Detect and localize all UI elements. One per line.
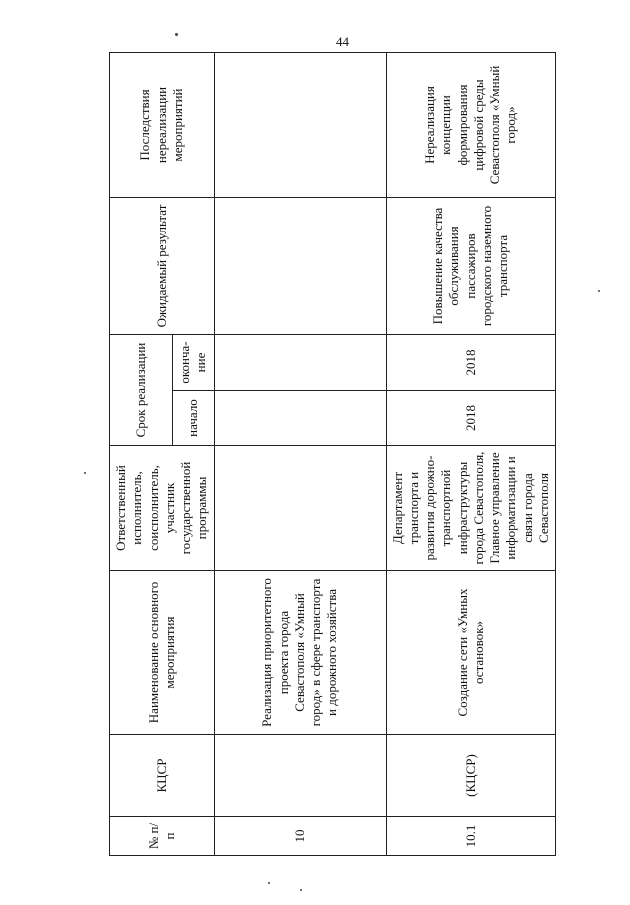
scan-speck [84,472,86,474]
header-num: № п/п [110,817,215,856]
header-term: Срок реализации [110,335,173,446]
row-end [214,335,386,391]
header-expected: Ожидаемый результат [110,198,215,335]
row-name: Реализация приоритетного проекта города Севастополя «Умный город» в сфере транспорта и дорожного хозяйства [214,571,386,735]
scan-speck [268,882,270,884]
header-row [110,53,173,856]
row-consequences: Нереализация концепции формирования цифровой среды Севастополя «Умный город» [386,53,556,198]
row-expected [214,198,386,335]
header-responsible: Ответственный исполнитель, соисполнитель, участник государственной программы [110,446,215,571]
scan-speck [175,33,178,36]
measures-table [109,52,556,856]
row-start: 2018 [386,391,556,446]
row-kcsr: (КЦСР) [386,735,556,817]
row-kcsr [214,735,386,817]
row-name: Создание сети «Умных остановок» [386,571,556,735]
rotated-table-frame [109,53,551,856]
page-number: 44 [336,34,349,49]
row-responsible: Департамент транспорта и развития дорожно-транспортной инфраструктуры города Севастополя, Главное управление информатизации и связи города Севастополя [386,446,556,571]
header-end: оконча-ние [173,335,214,391]
table-row [386,53,556,856]
scan-speck [598,290,600,292]
scan-speck [300,889,302,891]
row-start [214,391,386,446]
row-expected: Повышение качества обслуживания пассажиров городского наземного транспорта [386,198,556,335]
header-kcsr: КЦСР [110,735,215,817]
row-responsible [214,446,386,571]
row-end: 2018 [386,335,556,391]
row-num: 10.1 [386,817,556,856]
row-consequences [214,53,386,198]
header-name: Наименование основного мероприятия [110,571,215,735]
table-row [214,53,386,856]
header-start: начало [173,391,214,446]
header-consequences: Последствия нереализации мероприятий [110,53,215,198]
rotated-table-wrapper [109,53,551,856]
row-num: 10 [214,817,386,856]
